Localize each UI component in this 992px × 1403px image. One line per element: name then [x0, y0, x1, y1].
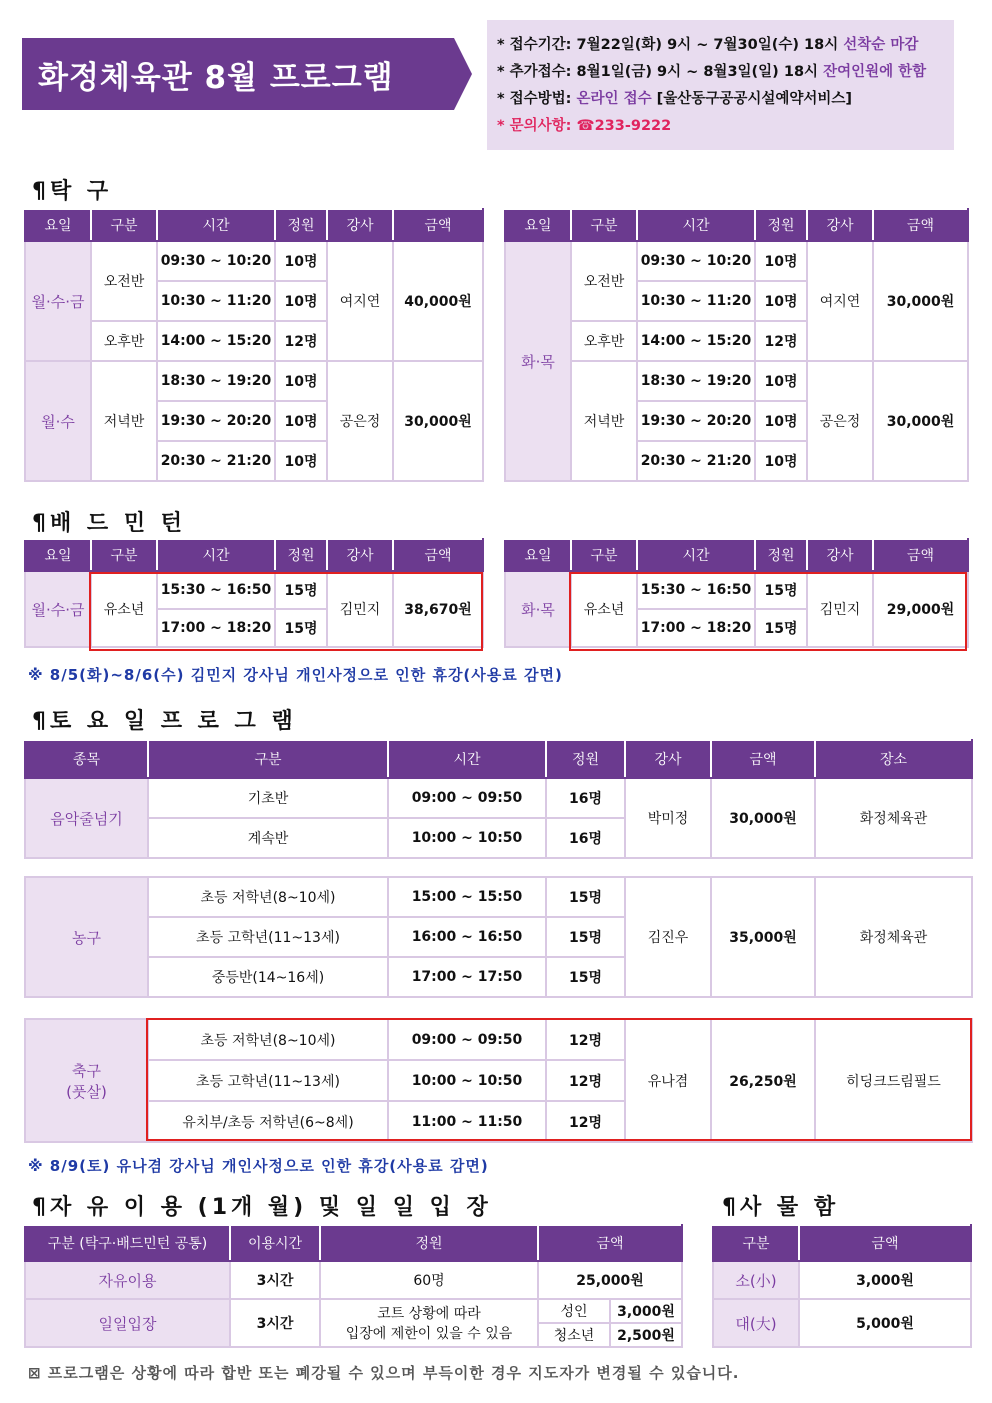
pingpong-table-right: [504, 208, 969, 482]
table-cell: 화정체육관: [815, 877, 972, 997]
table-cell: 18:30 ~ 19:20: [637, 361, 755, 401]
table-cell: 17:00 ~ 18:20: [637, 609, 755, 647]
table-cell: 40,000원: [393, 241, 483, 361]
table-cell: 10:30 ~ 11:20: [637, 281, 755, 321]
table-cell: 10명: [275, 241, 327, 281]
table-cell: 10명: [755, 401, 807, 441]
table-cell: 15명: [755, 571, 807, 609]
table-cell: [25, 1019, 148, 1142]
table-header-cell: 구분: [571, 209, 637, 241]
table-cell: 14:00 ~ 15:20: [637, 321, 755, 361]
table-header-cell: 정원: [275, 209, 327, 241]
table-cell: 저녁반: [571, 361, 637, 481]
table-cell: 10명: [755, 241, 807, 281]
table-cell: 청소년: [538, 1323, 610, 1347]
table-cell: 김진우: [625, 877, 711, 997]
table-cell: 일일입장: [25, 1299, 230, 1347]
table-cell: 자유이용: [25, 1261, 230, 1299]
table-cell: 09:30 ~ 10:20: [637, 241, 755, 281]
table-cell: 3,000원: [799, 1261, 971, 1299]
table-cell: 09:00 ~ 09:50: [388, 1019, 546, 1060]
table-cell: 농구: [25, 877, 148, 997]
table-cell: 여지연: [807, 241, 873, 361]
table-header-cell: 강사: [327, 539, 393, 571]
table-cell: 3시간: [230, 1261, 320, 1299]
table-header-cell: 강사: [807, 209, 873, 241]
table-header-cell: 구분: [91, 209, 157, 241]
table-cell: 저녁반: [91, 361, 157, 481]
section-title-pingpong: ¶탁 구: [32, 179, 113, 204]
info-contact: * 문의사항: ☎233-9222: [497, 118, 672, 134]
table-header-cell: 정원: [546, 740, 625, 778]
table-cell: 계속반: [148, 818, 388, 858]
table-cell: 15명: [275, 571, 327, 609]
table-cell: 15명: [755, 609, 807, 647]
badminton-table-right: [504, 538, 969, 648]
table-header-cell: 종목: [25, 740, 148, 778]
page-title: 화정체육관 8월 프로그램: [38, 60, 394, 96]
table-cell: 30,000원: [711, 778, 815, 858]
table-cell: 10명: [755, 441, 807, 481]
table-cell: 10명: [275, 281, 327, 321]
table-header-cell: 이용시간: [230, 1225, 320, 1261]
locker-table: [712, 1224, 972, 1348]
table-cell: 10:30 ~ 11:20: [157, 281, 275, 321]
table-header-cell: 금액: [393, 209, 483, 241]
table-cell: 10명: [755, 281, 807, 321]
table-header-cell: 요일: [25, 539, 91, 571]
badminton-note: ※ 8/5(화)~8/6(수) 김민지 강사님 개인사정으로 인한 휴강(사용료 감면): [28, 666, 563, 684]
table-cell: 대(大): [713, 1299, 799, 1347]
table-cell: 30,000원: [873, 241, 968, 361]
table-cell: [320, 1299, 538, 1347]
table-header-cell: 시간: [637, 209, 755, 241]
section-title-free: ¶자 유 이 용 (1개 월) 및 일 일 입 장: [32, 1195, 492, 1220]
table-cell: 초등 고학년(11~13세): [148, 1060, 388, 1101]
table-cell: 38,670원: [393, 571, 483, 647]
daily-cap-line2: 입장에 제한이 있을 수 있음: [345, 1326, 513, 1342]
table-header-cell: 시간: [157, 539, 275, 571]
table-cell: 10명: [275, 361, 327, 401]
table-header-cell: 구분: [713, 1225, 799, 1261]
table-cell: 19:30 ~ 20:20: [637, 401, 755, 441]
table-cell: 유소년: [91, 571, 157, 647]
soccer-note: ※ 8/9(토) 유나겸 강사님 개인사정으로 인한 휴강(사용료 감면): [28, 1157, 489, 1175]
table-header-cell: 요일: [505, 209, 571, 241]
table-cell: 10:00 ~ 10:50: [388, 1060, 546, 1101]
pingpong-table-left: [24, 208, 484, 482]
table-header-cell: 정원: [755, 539, 807, 571]
table-cell: 3시간: [230, 1299, 320, 1347]
table-cell: 09:00 ~ 09:50: [388, 778, 546, 818]
footer-note: ⊠ 프로그램은 상황에 따라 합반 또는 폐강될 수 있으며 부득이한 경우 지도자가 변경될 수 있습니다.: [28, 1364, 740, 1382]
table-header-cell: 시간: [388, 740, 546, 778]
title-banner: [22, 38, 472, 110]
info-extra: * 추가접수: 8월1일(금) 9시 ~ 8월3일(일) 18시 잔여인원에 한함: [497, 64, 927, 80]
table-cell: 12명: [546, 1101, 625, 1142]
table-header-cell: 정원: [755, 209, 807, 241]
table-cell: 12명: [755, 321, 807, 361]
section-title-badminton: ¶배 드 민 턴: [32, 511, 186, 536]
table-cell: 오후반: [91, 321, 157, 361]
table-cell: 20:30 ~ 21:20: [157, 441, 275, 481]
table-header-cell: 장소: [815, 740, 972, 778]
table-cell: 박미정: [625, 778, 711, 858]
table-cell: 공은정: [807, 361, 873, 481]
soccer-sub: (풋살): [66, 1082, 107, 1101]
table-cell: 김민지: [327, 571, 393, 647]
table-header-cell: 요일: [25, 209, 91, 241]
table-cell: 중등반(14~16세): [148, 957, 388, 997]
table-header-cell: 금액: [711, 740, 815, 778]
table-cell: 기초반: [148, 778, 388, 818]
table-header-cell: 시간: [637, 539, 755, 571]
info-period: * 접수기간: 7월22일(화) 9시 ~ 7월30일(수) 18시 선착순 마감: [497, 37, 919, 53]
table-cell: 화·목: [505, 241, 571, 481]
soccer-name: 축구: [72, 1061, 101, 1080]
table-cell: 소(小): [713, 1261, 799, 1299]
table-cell: 30,000원: [393, 361, 483, 481]
table-cell: 15명: [546, 957, 625, 997]
table-cell: 10명: [275, 441, 327, 481]
info-box: [487, 20, 954, 150]
table-cell: 16명: [546, 818, 625, 858]
table-header-cell: 정원: [275, 539, 327, 571]
table-cell: 16:00 ~ 16:50: [388, 917, 546, 957]
table-header-cell: 강사: [327, 209, 393, 241]
table-cell: 유나겸: [625, 1019, 711, 1142]
table-cell: 11:00 ~ 11:50: [388, 1101, 546, 1142]
table-header-cell: 금액: [873, 539, 968, 571]
table-cell: 3,000원: [610, 1299, 682, 1323]
table-cell: 김민지: [807, 571, 873, 647]
table-cell: 26,250원: [711, 1019, 815, 1142]
table-cell: 29,000원: [873, 571, 968, 647]
table-cell: 공은정: [327, 361, 393, 481]
table-header-cell: 구분: [91, 539, 157, 571]
table-header-cell: 요일: [505, 539, 571, 571]
table-cell: 여지연: [327, 241, 393, 361]
table-cell: 12명: [275, 321, 327, 361]
table-header-cell: 금액: [799, 1225, 971, 1261]
daily-cap-line1: 코트 상황에 따라: [377, 1306, 481, 1322]
table-cell: 25,000원: [538, 1261, 682, 1299]
table-cell: 10명: [755, 361, 807, 401]
table-cell: 10:00 ~ 10:50: [388, 818, 546, 858]
table-cell: 14:00 ~ 15:20: [157, 321, 275, 361]
info-method: * 접수방법: 온라인 접수 [울산동구공공시설예약서비스]: [497, 91, 853, 107]
table-cell: 월·수·금: [25, 571, 91, 647]
badminton-table-left: [24, 538, 484, 648]
table-cell: 초등 저학년(8~10세): [148, 1019, 388, 1060]
saturday-table-rope: [24, 739, 973, 859]
table-cell: 15명: [546, 877, 625, 917]
table-cell: 5,000원: [799, 1299, 971, 1347]
table-cell: 15:30 ~ 16:50: [637, 571, 755, 609]
table-cell: 20:30 ~ 21:20: [637, 441, 755, 481]
table-header-cell: 구분 (탁구·배드민턴 공통): [25, 1225, 230, 1261]
table-cell: 유소년: [571, 571, 637, 647]
table-cell: 음악줄넘기: [25, 778, 148, 858]
table-cell: 초등 고학년(11~13세): [148, 917, 388, 957]
section-title-locker: ¶사 물 함: [722, 1195, 840, 1220]
table-cell: 15:00 ~ 15:50: [388, 877, 546, 917]
table-cell: 19:30 ~ 20:20: [157, 401, 275, 441]
table-cell: 18:30 ~ 19:20: [157, 361, 275, 401]
table-cell: 화정체육관: [815, 778, 972, 858]
table-cell: 성인: [538, 1299, 610, 1323]
table-cell: 월·수·금: [25, 241, 91, 361]
table-cell: 60명: [320, 1261, 538, 1299]
table-header-cell: 강사: [807, 539, 873, 571]
section-title-saturday: ¶토 요 일 프 로 그 램: [32, 709, 297, 734]
table-header-cell: 금액: [538, 1225, 682, 1261]
table-header-cell: 금액: [393, 539, 483, 571]
table-cell: 17:00 ~ 18:20: [157, 609, 275, 647]
table-cell: 오후반: [571, 321, 637, 361]
saturday-table-soccer: [24, 1018, 973, 1143]
table-header-cell: 강사: [625, 740, 711, 778]
table-header-cell: 구분: [571, 539, 637, 571]
table-cell: 10명: [275, 401, 327, 441]
table-header-cell: 금액: [873, 209, 968, 241]
table-cell: 17:00 ~ 17:50: [388, 957, 546, 997]
table-cell: 16명: [546, 778, 625, 818]
table-cell: 화·목: [505, 571, 571, 647]
table-cell: 12명: [546, 1019, 625, 1060]
table-cell: 오전반: [91, 241, 157, 321]
free-use-table: [24, 1224, 683, 1348]
table-header-cell: 시간: [157, 209, 275, 241]
table-cell: 유치부/초등 저학년(6~8세): [148, 1101, 388, 1142]
table-cell: 초등 저학년(8~10세): [148, 877, 388, 917]
table-cell: 12명: [546, 1060, 625, 1101]
table-header-cell: 구분: [148, 740, 388, 778]
table-header-cell: 정원: [320, 1225, 538, 1261]
table-cell: 35,000원: [711, 877, 815, 997]
table-cell: 15명: [546, 917, 625, 957]
table-cell: 오전반: [571, 241, 637, 321]
table-cell: 15명: [275, 609, 327, 647]
saturday-table-basketball: [24, 876, 973, 998]
table-cell: 2,500원: [610, 1323, 682, 1347]
table-cell: 09:30 ~ 10:20: [157, 241, 275, 281]
table-cell: 15:30 ~ 16:50: [157, 571, 275, 609]
table-cell: 월·수: [25, 361, 91, 481]
table-cell: 히딩크드림필드: [815, 1019, 972, 1142]
table-cell: 30,000원: [873, 361, 968, 481]
